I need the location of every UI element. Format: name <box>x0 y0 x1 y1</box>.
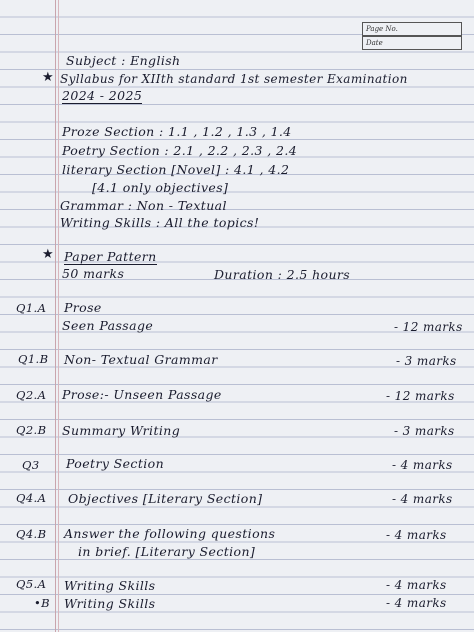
question-marks: - 4 marks <box>386 596 447 610</box>
question-marks: - 12 marks <box>394 320 463 334</box>
paper-pattern-title: Paper Pattern <box>64 249 157 264</box>
question-label: Q3 <box>22 458 40 472</box>
writing-skills-line: Writing Skills : All the topics! <box>60 215 260 230</box>
question-text: Writing Skills <box>64 578 156 593</box>
question-label: Q5.A <box>16 577 47 591</box>
margin-line <box>55 0 56 632</box>
margin-line-inner <box>58 0 59 632</box>
question-text: Summary Writing <box>62 423 181 438</box>
date-box <box>362 36 462 50</box>
subject-line: Subject : English <box>66 53 181 68</box>
question-text: in brief. [Literary Section] <box>78 544 256 559</box>
question-text: Writing Skills <box>64 596 156 611</box>
question-label: Q4.B <box>16 527 47 541</box>
question-label: Q4.A <box>16 491 47 505</box>
question-label: Q1.B <box>18 352 49 366</box>
question-label: Q2.B <box>16 423 47 437</box>
question-marks: - 4 marks <box>386 578 447 592</box>
question-text: Seen Passage <box>62 318 154 333</box>
duration: Duration : 2.5 hours <box>214 267 351 282</box>
question-marks: - 3 marks <box>396 354 457 368</box>
question-marks: - 4 marks <box>386 528 447 542</box>
question-text: Answer the following questions <box>64 526 276 541</box>
star-icon: ★ <box>42 247 55 262</box>
question-text: Non- Textual Grammar <box>64 352 218 367</box>
question-text: Poetry Section <box>66 456 165 471</box>
star-icon: ★ <box>42 70 55 85</box>
prose-section: Proze Section : 1.1 , 1.2 , 1.3 , 1.4 <box>62 124 292 139</box>
question-marks: - 4 marks <box>392 458 453 472</box>
syllabus-line: Syllabus for XIIth standard 1st semester Examination <box>60 72 408 86</box>
page-no-label: Page No. <box>366 25 398 33</box>
poetry-section: Poetry Section : 2.1 , 2.2 , 2.3 , 2.4 <box>62 143 298 158</box>
grammar-line: Grammar : Non - Textual <box>60 198 227 213</box>
question-marks: - 4 marks <box>392 492 453 506</box>
question-text: Prose <box>64 300 102 315</box>
page-no-box <box>362 22 462 36</box>
question-label: Q2.A <box>16 388 47 402</box>
question-marks: - 3 marks <box>394 424 455 438</box>
question-text: Objectives [Literary Section] <box>68 491 263 506</box>
question-marks: - 12 marks <box>386 389 455 403</box>
date-label: Date <box>366 39 383 47</box>
year-line: 2024 - 2025 <box>62 88 143 103</box>
total-marks: 50 marks <box>62 266 125 281</box>
question-label: Q1.A <box>16 301 47 315</box>
question-text: Prose:- Unseen Passage <box>62 387 222 402</box>
literary-note: [4.1 only objectives] <box>92 180 229 195</box>
question-label: •B <box>34 596 51 610</box>
literary-section: literary Section [Novel] : 4.1 , 4.2 <box>62 162 290 177</box>
